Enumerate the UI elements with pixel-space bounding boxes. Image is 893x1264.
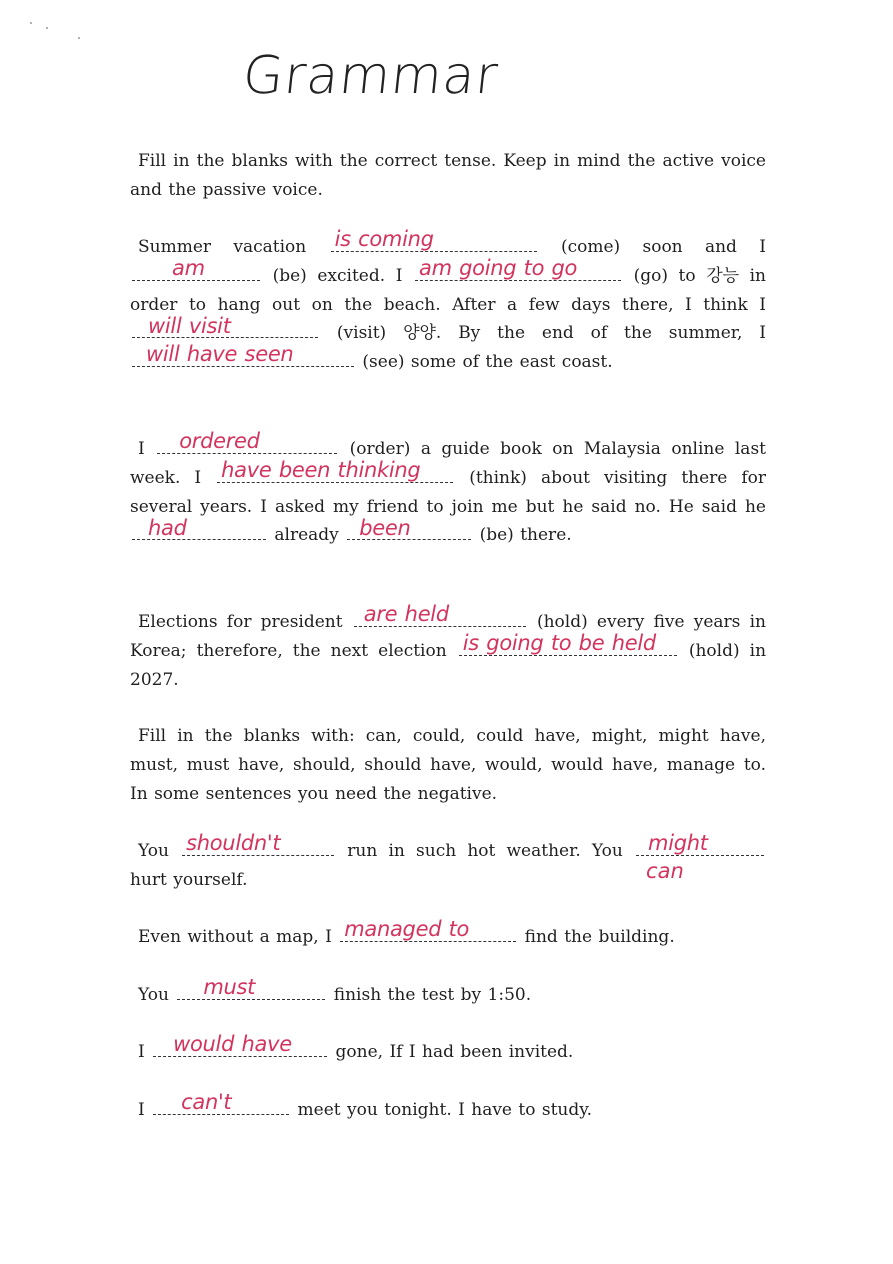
handwritten-answer: ordered	[179, 429, 260, 454]
instructions-tense: Fill in the blanks with the correct tense. Keep in mind the active voice and the passive voice.	[130, 151, 766, 200]
handwritten-answer: will visit	[148, 313, 231, 338]
modal-sentence-3: You must finish the test by 1:50.	[138, 975, 532, 1005]
answer-blank[interactable]	[132, 256, 260, 281]
exercise-paragraph-2: I ordered (order) a guide book on Malaysia online last week. I have been thinking (think) about visiting there for several years. I asked my friend to join me but he said no. He said he had already been (be) there.	[130, 429, 767, 546]
answer-blank[interactable]	[182, 831, 334, 856]
handwritten-answer: is going to be held	[462, 631, 656, 655]
handwritten-answer: are held	[363, 602, 449, 627]
handwritten-answer: managed to	[344, 917, 470, 942]
answer-blank[interactable]	[132, 342, 354, 367]
exercise-paragraph-3: Elections for president are held (hold) every five years in Korea; therefore, the next election is going to be held (hold) in 2027.	[130, 602, 767, 690]
modal-sentence-5: I can't meet you tonight. I have to study.	[138, 1090, 592, 1120]
answer-blank[interactable]	[354, 602, 526, 627]
page-title: Grammar	[239, 46, 502, 106]
answer-blank[interactable]	[157, 429, 337, 454]
handwritten-answer: been	[359, 515, 411, 540]
answer-blank[interactable]	[636, 831, 764, 883]
answer-blank[interactable]	[217, 458, 453, 483]
handwritten-answer: am	[172, 256, 205, 280]
answer-blank[interactable]	[153, 1090, 289, 1115]
answer-blank[interactable]	[347, 515, 471, 540]
answer-blank[interactable]	[340, 917, 516, 942]
handwritten-answer: is coming	[334, 227, 434, 252]
scan-speck	[46, 27, 48, 29]
modal-sentence-2: Even without a map, I managed to find the building.	[138, 917, 675, 947]
answer-blank[interactable]	[459, 631, 677, 656]
handwritten-answer: shouldn't	[186, 831, 281, 856]
answer-blank[interactable]	[132, 515, 266, 540]
handwritten-answer: can't	[181, 1090, 232, 1115]
answer-blank[interactable]	[415, 256, 621, 281]
handwritten-answer: had	[148, 515, 187, 540]
answer-blank[interactable]	[153, 1032, 327, 1057]
answer-blank[interactable]	[132, 313, 318, 338]
handwritten-answer: am going to go	[419, 256, 578, 280]
scan-speck	[30, 22, 32, 24]
exercise-paragraph-1: Summer vacation is coming (come) soon and I am (be) excited. I am going to go (go) to 강능 in order to hang out on the beach. After a few days there, I think I will visit (visit) 양양. By the end of the summer, I will have seen (see) some of the east coast.	[130, 227, 767, 373]
handwritten-answer: must	[203, 975, 256, 1000]
handwritten-answer: might	[648, 831, 708, 856]
instructions-modal: Fill in the blanks with: can, could, could have, might, might have, must, must have, should, should have, would, would have, manage to. In some sentences you need the negative.	[130, 726, 766, 804]
scan-speck	[78, 37, 80, 39]
handwritten-answer-alternate: can	[646, 859, 684, 883]
answer-blank[interactable]	[177, 975, 325, 1000]
modal-sentence-1: You shouldn't run in such hot weather. You might can hurt yourself.	[130, 837, 766, 895]
handwritten-answer: would have	[173, 1032, 292, 1057]
modal-sentence-4: I would have gone, If I had been invited.	[138, 1032, 574, 1062]
answer-blank[interactable]	[331, 227, 537, 252]
handwritten-answer: have been thinking	[221, 458, 421, 482]
handwritten-answer: will have seen	[146, 342, 294, 367]
